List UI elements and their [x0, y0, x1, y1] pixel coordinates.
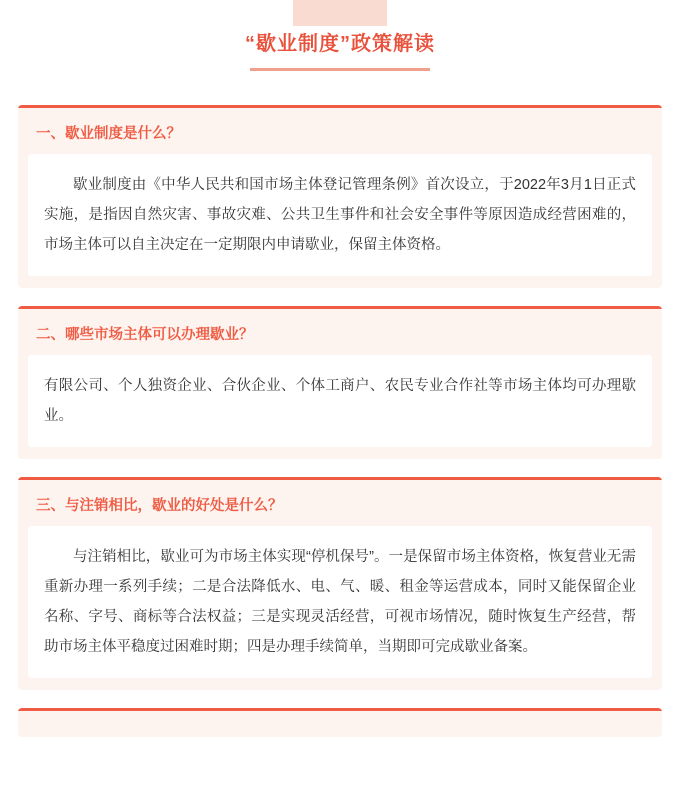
document-header	[0, 0, 680, 105]
section-2-body: 有限公司、个人独资企业、合伙企业、个体工商户、农民专业合作社等市场主体均可办理歇业。	[44, 378, 636, 424]
page-title: “歇业制度”政策解读	[245, 33, 435, 55]
section-3-heading: 三、与注销相比，歇业的好处是什么？	[36, 498, 283, 514]
section-3-body: 与注销相比，歇业可为市场主体实现“停机保号”。一是保留市场主体资格，恢复营业无需重新办理一系列手续；二是合法降低水、电、气、暖、租金等运营成本，同时又能保留企业名称、字号、商标等合法权益；三是实现灵活经营，可视市场情况，随时恢复生产经营，帮助市场主体平稳度过困难时期；四是办理手续简单，当期即可完成歇业备案。	[44, 549, 636, 655]
section-2	[18, 306, 662, 459]
section-2-heading: 二、哪些市场主体可以办理歇业？	[36, 327, 254, 343]
section-3	[18, 477, 662, 690]
section-3-body-card	[28, 526, 652, 678]
section-1-heading: 一、歇业制度是什么？	[36, 126, 181, 142]
header-highlight-band	[293, 0, 387, 26]
section-1	[18, 105, 662, 288]
section-1-body: 歇业制度由《中华人民共和国市场主体登记管理条例》首次设立，于2022年3月1日正式实施，是指因自然灾害、事故灾难、公共卫生事件和社会安全事件等原因造成经营困难的，市场主体可以自主决定在一定期限内申请歇业，保留主体资格。	[44, 177, 636, 253]
title-underline	[250, 68, 430, 71]
header-content	[0, 30, 680, 71]
section-4-heading	[18, 711, 662, 737]
section-4-partial	[18, 708, 662, 737]
section-1-body-card	[28, 154, 652, 276]
section-2-body-card	[28, 355, 652, 447]
